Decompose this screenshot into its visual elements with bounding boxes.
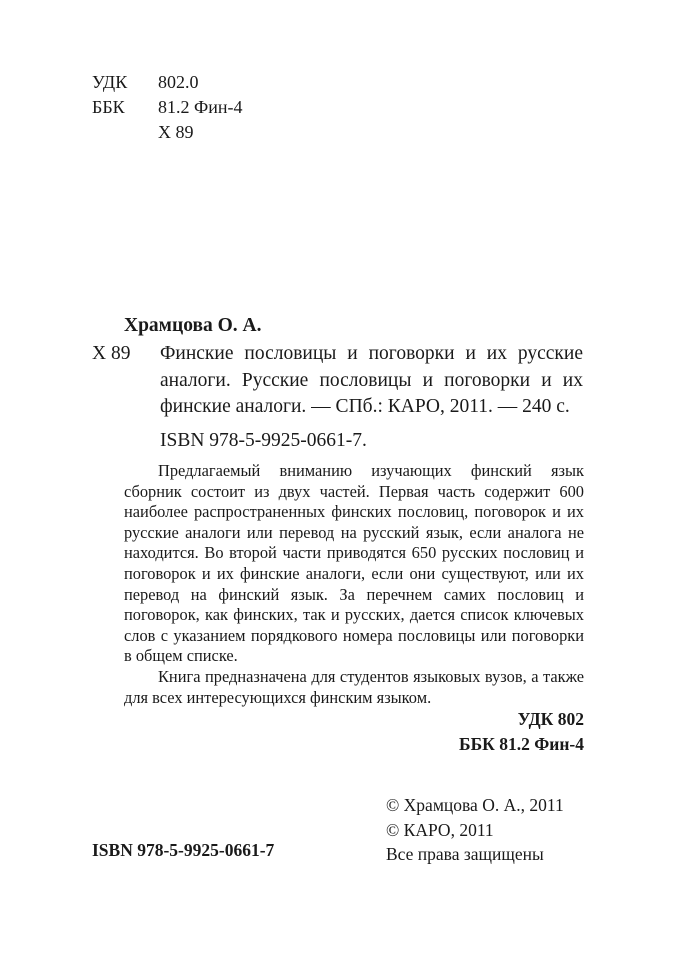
entry-title: Финские пословицы и поговорки и их русские аналоги. Русские пословицы и поговорки и их финские аналоги. — СПб.: КАРО, 2011. — 240 с. <box>160 343 583 417</box>
annotation <box>124 461 584 708</box>
entry-code: Х 89 <box>92 343 131 364</box>
bottom-isbn: ISBN 978-5-9925-0661-7 <box>92 840 275 860</box>
copyright-author: © Храмцова О. А., 2011 <box>386 795 564 815</box>
classification-block <box>92 70 242 145</box>
bbk-code: ББК 81.2 Фин-4 <box>459 734 584 754</box>
bbk-label: ББК <box>92 97 125 117</box>
udk-value: 802.0 <box>158 72 199 92</box>
author-mark: Х 89 <box>158 122 194 142</box>
annotation-paragraph: Книга предназначена для студентов языковых вузов, а также для всех интересующихся финским языком. <box>124 666 584 707</box>
entry-author: Храмцова О. А. <box>124 315 262 336</box>
udk-label: УДК <box>92 72 128 92</box>
rights-reserved: Все права защищены <box>386 844 544 864</box>
udk-row <box>92 70 242 95</box>
udk-code: УДК 802 <box>517 709 584 729</box>
copyright-publisher: © КАРО, 2011 <box>386 819 494 840</box>
bbk-row <box>92 95 242 120</box>
author-mark-row <box>92 120 242 145</box>
classification-codes <box>459 707 584 757</box>
copyright-block <box>386 793 564 867</box>
annotation-paragraph: Предлагаемый вниманию изучающих финский язык сборник состоит из двух частей. Первая часть содержит 600 наиболее распространенных финских пословиц, поговорок и их русские аналоги или перевод на русский язык, если аналога не находится. Во второй части приводятся 650 русских пословиц и поговорок и их финские аналоги, если они существуют, или их перевод на финский язык. За перечнем самих пословиц и поговорок, как финских, так и русских, дается список ключевых слов с указанием порядкового номера пословицы или поговорки в общем списке. <box>124 461 584 666</box>
entry-isbn: ISBN 978-5-9925-0661-7. <box>160 430 367 451</box>
bbk-value: 81.2 Фин-4 <box>158 97 243 117</box>
